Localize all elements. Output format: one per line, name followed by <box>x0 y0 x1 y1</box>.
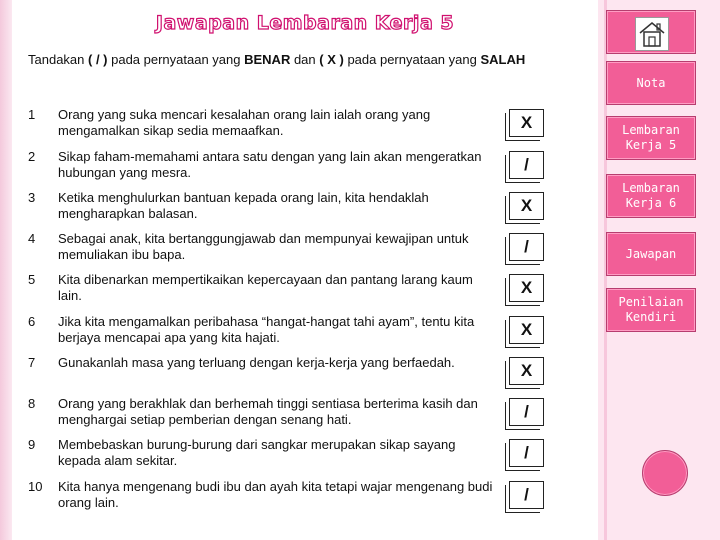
answer-box: X <box>509 109 544 137</box>
question-number: 8 <box>28 396 36 411</box>
question-row <box>0 437 600 477</box>
question-row <box>0 231 600 271</box>
question-number: 7 <box>28 355 36 370</box>
home-icon <box>635 17 669 51</box>
nav-jawapan-button[interactable]: Jawapan <box>606 232 696 276</box>
question-row <box>0 396 600 436</box>
question-row <box>0 355 600 395</box>
question-number: 5 <box>28 272 36 287</box>
question-text: Gunakanlah masa yang terluang dengan kerja-kerja yang berfaedah. <box>58 355 455 370</box>
answer-box: / <box>509 481 544 509</box>
question-text: Sikap faham-memahami antara satu dengan yang lain akan mengeratkan hubungan yang mesra. <box>58 149 482 180</box>
question-row <box>0 190 600 230</box>
question-text: Orang yang suka mencari kesalahan orang lain ialah orang yang mengamalkan sikap sedia memaafkan. <box>58 107 431 138</box>
answer-box: X <box>509 316 544 344</box>
question-number: 9 <box>28 437 36 452</box>
question-row <box>0 149 600 189</box>
answer-box: X <box>509 357 544 385</box>
page-title: Jawapan Lembaran Kerja 5 <box>155 12 455 34</box>
question-text: Sebagai anak, kita bertanggungjawab dan mempunyai kewajipan untuk memuliakan ibu bapa. <box>58 231 469 262</box>
nav-lembaran-kerja-5-button[interactable]: Lembaran Kerja 5 <box>606 116 696 160</box>
answer-box: X <box>509 274 544 302</box>
question-text: Jika kita mengamalkan peribahasa “hangat-hangat tahi ayam”, tentu kita berjaya mencapai apa yang kita hajati. <box>58 314 475 345</box>
question-number: 10 <box>28 479 43 494</box>
answer-box: / <box>509 439 544 467</box>
nav-lembaran-kerja-6-button[interactable]: Lembaran Kerja 6 <box>606 174 696 218</box>
question-text: Membebaskan burung-burung dari sangkar merupakan sikap sayang kepada alam sekitar. <box>58 437 456 468</box>
question-text: Kita hanya mengenang budi ibu dan ayah kita tetapi wajar mengenang budi orang lain. <box>58 479 493 510</box>
home-button[interactable] <box>606 10 696 54</box>
round-action-button[interactable] <box>642 450 688 496</box>
question-text: Ketika menghulurkan bantuan kepada orang lain, kita hendaklah mengharapkan balasan. <box>58 190 429 221</box>
question-text: Orang yang berakhlak dan berhemah tinggi sentiasa berterima kasih dan menghargai setiap pemberian dengan senang hati. <box>58 396 478 427</box>
question-number: 1 <box>28 107 36 122</box>
question-row <box>0 479 600 519</box>
nav-penilaian-kendiri-button[interactable]: Penilaian Kendiri <box>606 288 696 332</box>
question-row <box>0 107 600 147</box>
answer-box: / <box>509 398 544 426</box>
question-number: 6 <box>28 314 36 329</box>
question-row <box>0 272 600 312</box>
question-number: 4 <box>28 231 36 246</box>
instruction-text: Tandakan ( / ) pada pernyataan yang BENAR dan ( X ) pada pernyataan yang SALAH <box>28 52 526 67</box>
question-number: 3 <box>28 190 36 205</box>
question-number: 2 <box>28 149 36 164</box>
nav-nota-button[interactable]: Nota <box>606 61 696 105</box>
answer-box: / <box>509 151 544 179</box>
answer-box: X <box>509 192 544 220</box>
answer-box: / <box>509 233 544 261</box>
question-text: Kita dibenarkan mempertikaikan kepercayaan dan pantang larang kaum lain. <box>58 272 473 303</box>
question-row <box>0 314 600 354</box>
